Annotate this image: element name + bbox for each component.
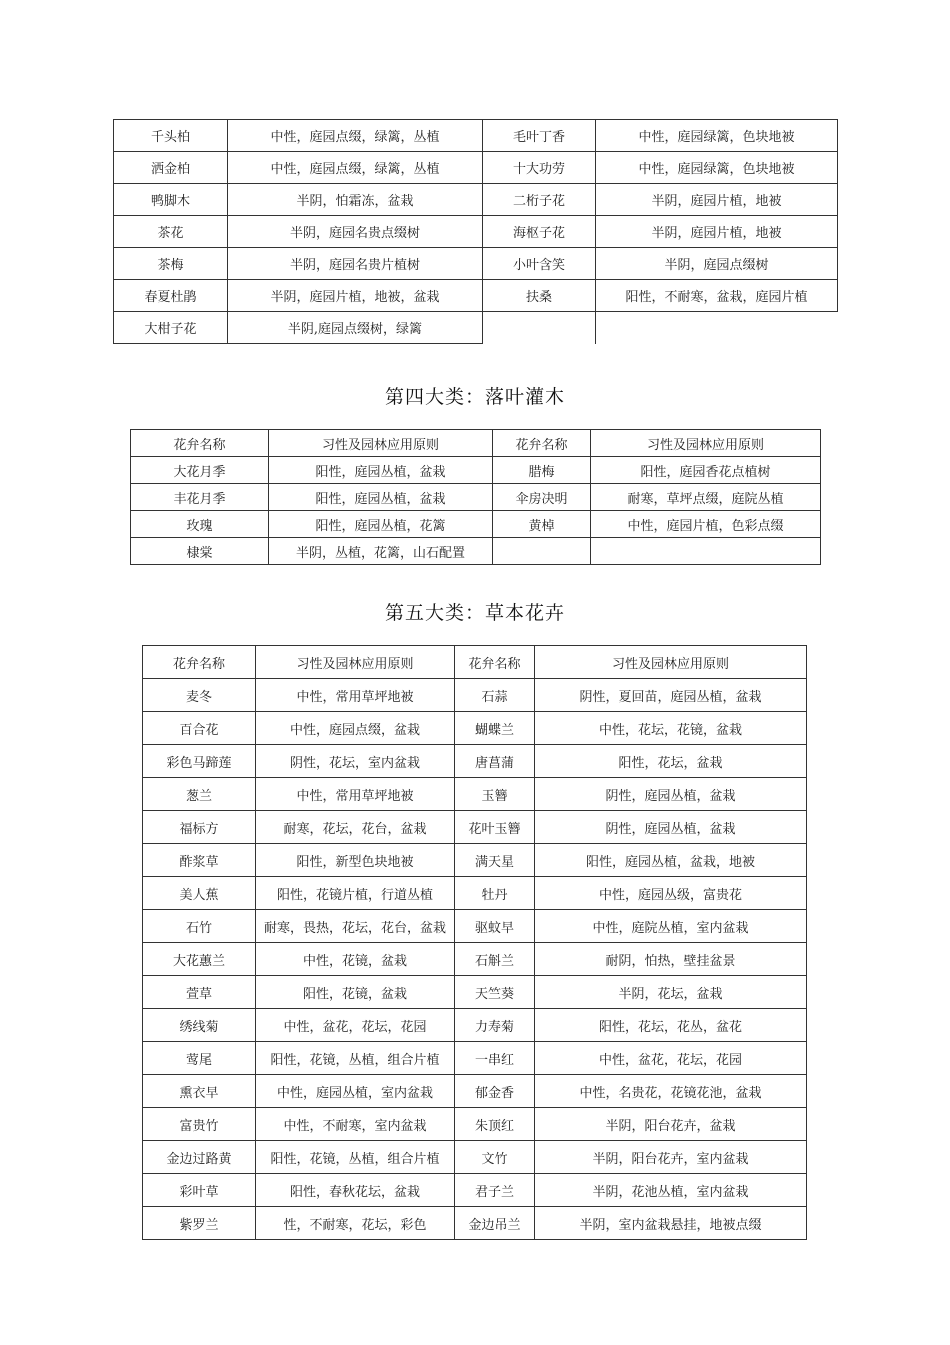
plant-name-cell: 春夏杜鹃 [114,280,228,312]
plant-name-cell: 百合花 [143,712,256,745]
plant-name-cell: 石竹 [143,910,256,943]
plant-name-cell: 黄棹 [493,511,591,538]
plant-habit-cell: 半阴，庭园点缀树 [596,248,838,280]
plant-name-cell: 莺尾 [143,1042,256,1075]
plant-habit-cell: 耐阴，怕热，壁挂盆景 [535,943,807,976]
plant-name-cell: 大柑子花 [114,312,228,344]
table-row [131,457,821,484]
plant-name-cell: 紫罗兰 [143,1207,256,1240]
table-row [143,1207,807,1240]
plant-habit-cell: 半阴，庭园名贵片植树 [228,248,483,280]
table-row [143,745,807,778]
plant-name-cell: 千头柏 [114,120,228,152]
plant-habit-cell: 中性，庭园片植，色彩点缀 [591,511,821,538]
plant-habit-cell: 半阴，花池丛植，室内盆栽 [535,1174,807,1207]
plant-habit-cell: 半阴，阳台花卉，盆栽 [535,1108,807,1141]
plant-name-cell: 文竹 [455,1141,535,1174]
plant-habit-cell: 阳性，庭园丛植，盆栽 [269,457,493,484]
plant-name-cell: 葱兰 [143,778,256,811]
plant-habit-cell: 阳性，花镜，丛植，组合片植 [256,1141,455,1174]
plant-habit-cell: 中性，盆花，花坛，花园 [535,1042,807,1075]
plant-name-cell: 二桁子花 [483,184,596,216]
column-header: 习性及园林应用原则 [269,430,493,457]
plant-habit-cell: 中性，常用草坪地被 [256,679,455,712]
plant-habit-cell: 半阴，室内盆栽悬挂，地被点缀 [535,1207,807,1240]
plant-habit-cell: 阴性，庭园丛植，盆栽 [535,811,807,844]
table-header-row [143,646,807,679]
plant-name-cell: 萱草 [143,976,256,1009]
plant-name-cell: 彩叶草 [143,1174,256,1207]
plant-name-cell: 茶花 [114,216,228,248]
plant-habit-cell: 中性，庭院丛植，室内盆栽 [535,910,807,943]
plant-name-cell: 大花蕙兰 [143,943,256,976]
table-row [114,184,838,216]
evergreen-shrub-table [113,119,838,344]
plant-habit-cell: 阴性，花坛，室内盆栽 [256,745,455,778]
table-row [143,1042,807,1075]
plant-name-cell: 腊梅 [493,457,591,484]
deciduous-shrub-table [130,429,821,565]
plant-name-cell: 君子兰 [455,1174,535,1207]
plant-habit-cell: 中性，常用草坪地被 [256,778,455,811]
plant-name-cell: 海枢子花 [483,216,596,248]
empty-cell [483,312,596,344]
column-header: 习性及园林应用原则 [256,646,455,679]
plant-name-cell: 丰花月季 [131,484,269,511]
plant-name-cell: 唐菖蒲 [455,745,535,778]
plant-name-cell: 天竺葵 [455,976,535,1009]
plant-name-cell: 石斛兰 [455,943,535,976]
plant-habit-cell: 中性，名贵花，花镜花池，盆栽 [535,1075,807,1108]
table-row [114,312,838,344]
plant-name-cell: 力寿菊 [455,1009,535,1042]
column-header: 花弁名称 [131,430,269,457]
plant-habit-cell: 阳性，花镜，丛植，组合片植 [256,1042,455,1075]
plant-habit-cell: 阳性，不耐寒，盆栽，庭园片植 [596,280,838,312]
plant-name-cell: 玫瑰 [131,511,269,538]
plant-habit-cell: 半阴，庭园名贵点缀树 [228,216,483,248]
column-header: 习性及园林应用原则 [535,646,807,679]
plant-name-cell: 彩色马蹄莲 [143,745,256,778]
empty-cell [591,538,821,565]
plant-habit-cell: 半阴，花坛，盆栽 [535,976,807,1009]
plant-name-cell: 郁金香 [455,1075,535,1108]
plant-name-cell: 牡丹 [455,877,535,910]
plant-name-cell: 十大功劳 [483,152,596,184]
plant-habit-cell: 阳性，春秋花坛，盆栽 [256,1174,455,1207]
plant-name-cell: 茶梅 [114,248,228,280]
plant-habit-cell: 中性，花坛，花镜，盆栽 [535,712,807,745]
plant-habit-cell: 半阴,庭园点缀树，绿篱 [228,312,483,344]
plant-habit-cell: 中性，庭园丛级，富贵花 [535,877,807,910]
plant-name-cell: 棣棠 [131,538,269,565]
table-header-row [131,430,821,457]
table-row [143,1075,807,1108]
plant-name-cell: 绣线菊 [143,1009,256,1042]
plant-habit-cell: 中性，庭园绿篱，色块地被 [596,120,838,152]
plant-habit-cell: 阳性，花镜，盆栽 [256,976,455,1009]
plant-habit-cell: 阳性，花镜片植，行道丛植 [256,877,455,910]
plant-name-cell: 大花月季 [131,457,269,484]
plant-habit-cell: 中性，庭园点缀，绿篱，丛植 [228,152,483,184]
herbaceous-flower-table-body [143,679,807,1240]
column-header: 花弁名称 [493,430,591,457]
evergreen-shrub-table-body [114,120,838,344]
plant-habit-cell: 中性，不耐寒，室内盆栽 [256,1108,455,1141]
table-row [114,152,838,184]
table-row [131,511,821,538]
table-row [131,538,821,565]
plant-habit-cell: 半阴，庭园片植，地被，盆栽 [228,280,483,312]
table-row [143,1108,807,1141]
table-row [143,811,807,844]
table-row [143,1141,807,1174]
plant-name-cell: 酢浆草 [143,844,256,877]
deciduous-shrub-table-body [131,457,821,565]
plant-habit-cell: 耐寒，花坛，花台，盆栽 [256,811,455,844]
table-row [143,778,807,811]
empty-cell [596,312,838,344]
plant-name-cell: 美人蕉 [143,877,256,910]
plant-name-cell: 伞房决明 [493,484,591,511]
plant-habit-cell: 阴性，庭园丛植，盆栽 [535,778,807,811]
plant-name-cell: 金边过路黄 [143,1141,256,1174]
plant-name-cell: 花叶玉簪 [455,811,535,844]
plant-habit-cell: 中性，庭园点缀，绿篱，丛植 [228,120,483,152]
plant-habit-cell: 半阴，阳台花卉，室内盆栽 [535,1141,807,1174]
plant-habit-cell: 阳性，花坛，盆栽 [535,745,807,778]
table-row [143,943,807,976]
plant-habit-cell: 阳性，庭园丛植，盆栽 [269,484,493,511]
plant-habit-cell: 半阴，怕霜冻，盆栽 [228,184,483,216]
plant-name-cell: 毛叶丁香 [483,120,596,152]
plant-name-cell: 玉簪 [455,778,535,811]
plant-habit-cell: 半阴，庭园片植，地被 [596,216,838,248]
plant-habit-cell: 阳性，庭园丛植，花篱 [269,511,493,538]
plant-habit-cell: 中性，花镜，盆栽 [256,943,455,976]
plant-name-cell: 一串红 [455,1042,535,1075]
plant-habit-cell: 阳性，庭园香花点植树 [591,457,821,484]
plant-name-cell: 麦冬 [143,679,256,712]
column-header: 花弁名称 [455,646,535,679]
plant-habit-cell: 阳性，庭园丛植，盆栽，地被 [535,844,807,877]
plant-habit-cell: 中性，庭园绿篱，色块地被 [596,152,838,184]
plant-name-cell: 石蒜 [455,679,535,712]
table-row [143,910,807,943]
empty-cell [493,538,591,565]
table-row [143,877,807,910]
plant-habit-cell: 阳性，新型色块地被 [256,844,455,877]
plant-habit-cell: 半阴，丛植，花篱，山石配置 [269,538,493,565]
plant-name-cell: 福标方 [143,811,256,844]
column-header: 习性及园林应用原则 [591,430,821,457]
table-row [114,248,838,280]
table-row [143,844,807,877]
table-row [143,1009,807,1042]
plant-name-cell: 富贵竹 [143,1108,256,1141]
table-row [114,120,838,152]
plant-habit-cell: 耐寒，畏热，花坛，花台，盆栽 [256,910,455,943]
table-row [143,712,807,745]
plant-name-cell: 金边吊兰 [455,1207,535,1240]
plant-habit-cell: 中性，庭园点缀，盆栽 [256,712,455,745]
table-row [143,679,807,712]
plant-name-cell: 鸭脚木 [114,184,228,216]
table-row [143,1174,807,1207]
column-header: 花弁名称 [143,646,256,679]
herbaceous-flower-table [142,645,807,1240]
plant-habit-cell: 中性，庭园丛植，室内盆栽 [256,1075,455,1108]
table-row [114,280,838,312]
plant-name-cell: 蝴蝶兰 [455,712,535,745]
plant-name-cell: 洒金柏 [114,152,228,184]
plant-name-cell: 熏衣早 [143,1075,256,1108]
plant-habit-cell: 阳性，花坛，花丛，盆花 [535,1009,807,1042]
plant-habit-cell: 中性，盆花，花坛，花园 [256,1009,455,1042]
table-row [131,484,821,511]
table-row [143,976,807,1009]
plant-habit-cell: 阴性，夏回苗，庭园丛植，盆栽 [535,679,807,712]
section-4-title: 第四大类：落叶灌木 [384,386,565,408]
plant-habit-cell: 耐寒，草坪点缀，庭院丛植 [591,484,821,511]
section-5-title: 第五大类：草本花卉 [384,602,565,624]
plant-name-cell: 扶桑 [483,280,596,312]
plant-name-cell: 朱顶红 [455,1108,535,1141]
plant-name-cell: 驱蚊早 [455,910,535,943]
plant-habit-cell: 性，不耐寒，花坛，彩色 [256,1207,455,1240]
plant-habit-cell: 半阴，庭园片植，地被 [596,184,838,216]
plant-name-cell: 小叶含笑 [483,248,596,280]
plant-name-cell: 满天星 [455,844,535,877]
table-row [114,216,838,248]
